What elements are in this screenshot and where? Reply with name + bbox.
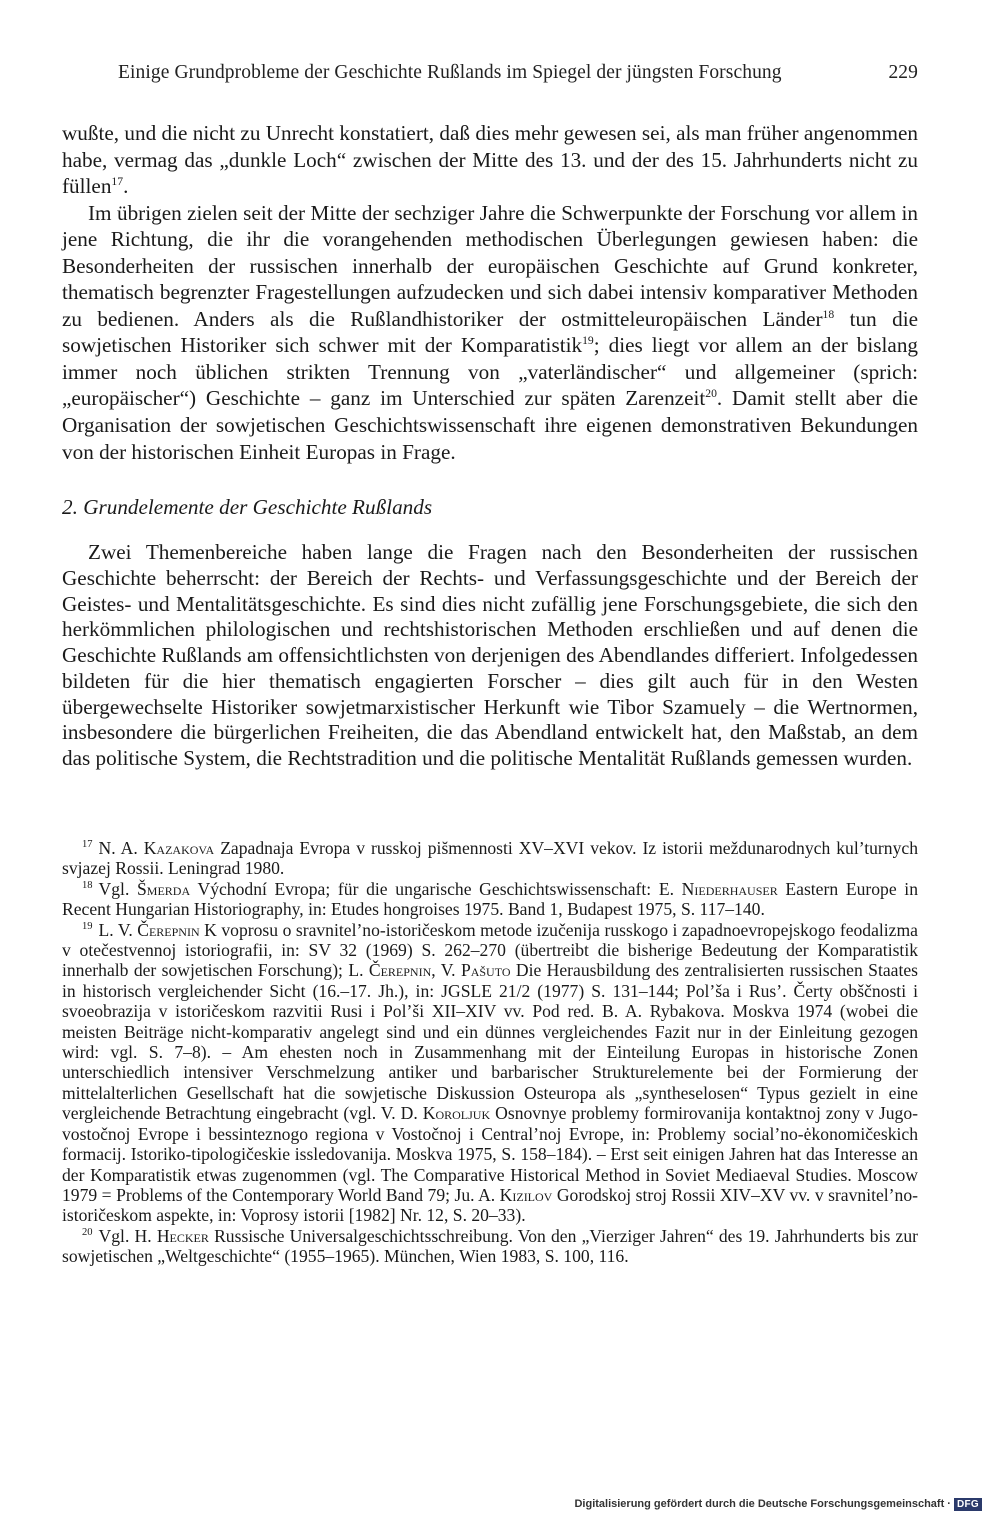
footnote-author: Pašuto [460, 960, 511, 981]
footnote-author: Koroljuk [422, 1103, 491, 1124]
footnote-author: Čerepnin [368, 960, 432, 981]
footnote-19 [62, 920, 918, 1226]
footnote-text: Russische Universalgeschichtsschreibung. Von den „Vierziger Jahren“ des 19. Jahrhunderts bis zur sowjetischen „Weltgeschichte“ (1955–1965). München, Wien 1983, S. 100, 116. [62, 1225, 918, 1267]
footnote-number: 20 [82, 1226, 93, 1238]
footnote-ref-17: 17 [111, 175, 124, 189]
footnote-text: Eastern Europe in Recent Hungarian Historiography, in: Etudes hongroises 1975. Band 1, Budapest 1975, S. 117–140. [62, 878, 918, 920]
footnote-17 [62, 838, 918, 879]
footnote-text: K voprosu o sravnitel’no-istoričeskom metode izučenija russkogo i zapadnoevropejskogo feodalizma v otečestvennoj istoriografii, in: SV 32 (1969) S. 262–270 (übertreibt die bisherige Bedeutung der Komparatistik innerhalb der sowjetischen Forschung); L. [62, 919, 918, 981]
footnote-text: Zapadnaja Evropa v russkoj pis̆mennosti XV–XVI vekov. Iz istorii meždunarodnych kul’turnych svjazej Rossii. Leningrad 1980. [62, 838, 918, 879]
footnote-author: N. A. Kazakova [98, 838, 215, 858]
paragraph-2-text-d: . Damit stellt aber die Organisation der sowjetischen Geschichtswissenschaft ihre eigenen demonstrativen Bekundungen von der historischen Einheit Europas in Frage. [62, 386, 918, 464]
footnote-ref-19: 19 [582, 334, 594, 348]
digitization-footer [574, 1494, 982, 1514]
section-paragraph: Zwei Themenbereiche haben lange die Fragen nach den Besonderheiten der russischen Geschichte beherrscht: der Bereich der Rechts- und Verfassungsgeschichte und der Bereich der Geistes- und Mentalitätsgeschichte. Es sind dies nicht zufällig jene Forschungsgebiete, die sich den herkömmlichen philologischen und rechtshistorischen Methoden erschließen und auf denen die Geschichte Rußlands am offensichtlichsten von derjenigen des Abendlandes differiert. Infolgedessen bildeten für die hier thematisch engagierten Forscher – dies gilt auch für in den Westen übergewechselte Historiker sowjetmarxistischer Herkunft wie Tibor Szamuely – die Wertnormen, insbesondere die bürgerlichen Freiheiten, die das Abendland entwickelt hat, den Maßstab, an dem das politische System, die Rechtstradition und die politische Mentalität Rußlands gemessen wurden. [62, 540, 918, 770]
footnote-text: Vgl. [98, 878, 138, 899]
footnote-author: Hecker [156, 1225, 209, 1246]
footnote-text: Východní Evropa; für die ungarische Geschichtswissenschaft: E. [190, 878, 682, 899]
footnote-ref-18: 18 [822, 307, 835, 321]
paragraph-2 [62, 200, 918, 465]
footnote-number: 18 [82, 879, 93, 891]
footnote-20 [62, 1226, 918, 1267]
footer-credit-text: Digitalisierung gefördert durch die Deutsche Forschungsgemeinschaft · [574, 1498, 951, 1510]
paragraph-1-end: . [123, 174, 129, 199]
page-number: 229 [888, 62, 918, 83]
footnote-author: Šmerda [137, 878, 191, 899]
footnote-text: Osnovnye problemy formirovanija kontaktnoj zony v Jugo-vostočnoj Evrope i bessinteznogo regiona v Vostočnoj i Central’noj Evrope, in: Problemy social’no-ėkonomičeskich formacij. Istoriko-tipologičeskie issledovanija. Moskva 1975, S. 158–184). – Erst seit einigen Jahren hat das Interesse an der Komparatistik etwas zugenommen (vgl. The Comparative Historical Method in Soviet Mediaeval Studies. Moscow 1979 = Problems of the Contemporary World Band 79; Ju. A. [62, 1103, 918, 1205]
footnote-number: 17 [82, 839, 93, 851]
footnote-text: L. V. [98, 919, 138, 940]
footnote-author: Čerepnin [137, 919, 200, 940]
footnote-number: 19 [82, 920, 93, 932]
footnotes [62, 838, 918, 1267]
footnote-author: Niederhauser [681, 878, 778, 899]
dfg-logo-icon: DFG [954, 1498, 982, 1511]
running-title: Einige Grundprobleme der Geschichte Rußlands im Spiegel der jüngsten Forschung [118, 62, 782, 83]
footnote-ref-20: 20 [705, 387, 717, 401]
footnote-text: , V. [431, 960, 461, 981]
running-header [118, 62, 918, 90]
paragraph-1 [62, 120, 918, 200]
section-heading: 2. Grundelemente der Geschichte Rußlands [62, 495, 433, 519]
footnote-text: Die Herausbildung des zentralisierten russischen Staates in historisch vergleichender Sicht (16.–17. Jh.), in: JGSLE 21/2 (1977) S. 131–144; Pol’ša i Rus’. Čerty obščnosti i svoeobrazija v istoričeskom razvitii Rusi i Pol’ši XII–XIV vv. Pod red. B. A. Rybakova. Moskva 1974 (wobei die meisten Beiträge nicht-komparativ angelegt sind und ein dünnes vergleichendes Fazit nur in der Einleitung gezogen wird: vgl. S. 7–8). – Am ehesten noch in Zusammenhang mit der Einteilung Europas in historische Zonen unterschiedlich intensiver Verschmelzung antiker und barbarischer Strukturelemente bei der Formierung der mittelalterlichen Gesellschaft hat die sowjetische Diskussion Osteuropa als „syntheselosen“ Typus gezielt in eine vergleichende Betrachtung eingebracht (vgl. V. D. [62, 960, 918, 1124]
paragraph-2-text-a: Im übrigen zielen seit der Mitte der sechziger Jahre die Schwerpunkte der Forschung vor allem in jene Richtung, die ihr die vorangehenden methodischen Überlegungen gewiesen haben: die Besonderheiten der russischen innerhalb der europäischen Geschichte auf Grund konkreter, thematisch begrenzter Fragestellungen aufzudecken und sich dabei intensiv komparativer Methoden zu bedienen. Anders als die Rußlandhistoriker der ostmitteleuropäischen Länder [62, 200, 918, 331]
footnote-18 [62, 879, 918, 920]
paragraph-1-text: wußte, und die nicht zu Unrecht konstatiert, daß dies mehr gewesen sei, als man früher angenommen habe, vermag das „dunkle Loch“ zwischen der Mitte des 13. und der des 15. Jahrhunderts nicht zu füllen [62, 121, 918, 199]
footnote-author: Kizilov [499, 1184, 553, 1205]
paragraph-2-text-c: ; dies liegt vor allem an der bislang immer noch üblichen strikten Trennung von „vaterländischer“ und allgemeiner (sprich: „europäischer“) Geschichte – ganz im Unterschied zur späten Zarenzeit [62, 333, 919, 411]
footnote-text: Vgl. H. [98, 1225, 157, 1246]
paragraph-2-text-b: tun die sowjetischen Historiker sich schwer mit der Komparatistik [62, 306, 918, 358]
footnote-text: Gorodskoj stroj Rossii XIV–XV vv. v sravnitel’no-istoričeskom aspekte, in: Voprosy istorii [1982] Nr. 12, S. 20–33). [62, 1184, 918, 1226]
body-text [62, 120, 918, 465]
